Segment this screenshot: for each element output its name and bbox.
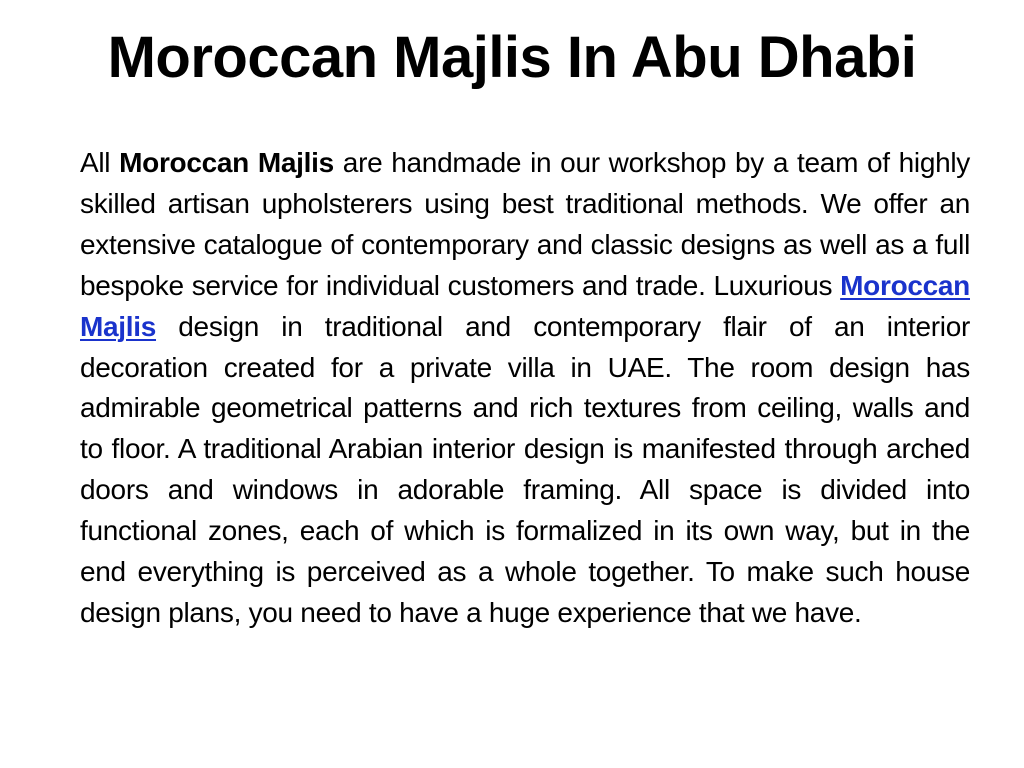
paragraph-text-1: All [80, 147, 120, 178]
bold-phrase: Moroccan Majlis [119, 147, 334, 178]
slide-title: Moroccan Majlis In Abu Dhabi [107, 25, 917, 90]
paragraph-text-2: are handmade in our workshop by a team of highly skilled artisan upholsterers using best traditional methods. We offer an extensive catalogue of contemporary and classic designs as well as a full bespoke service for individual customers and trade. Luxurious [80, 147, 970, 301]
body-paragraph [80, 143, 970, 634]
moroccan-majlis-link[interactable]: Moroccan Majlis [80, 269, 970, 342]
paragraph-text-3: design in traditional and contemporary flair of an interior decoration created for a private villa in UAE. The room design has admirable geometrical patterns and rich textures from ceiling, walls and to floor. A traditional Arabian interior design is manifested through arched doors and windows in adorable framing. All space is divided into functional zones, each of which is formalized in its own way, but in the end everything is perceived as a whole together. To make such house design plans, you need to have a huge experience that we have. [80, 310, 970, 628]
